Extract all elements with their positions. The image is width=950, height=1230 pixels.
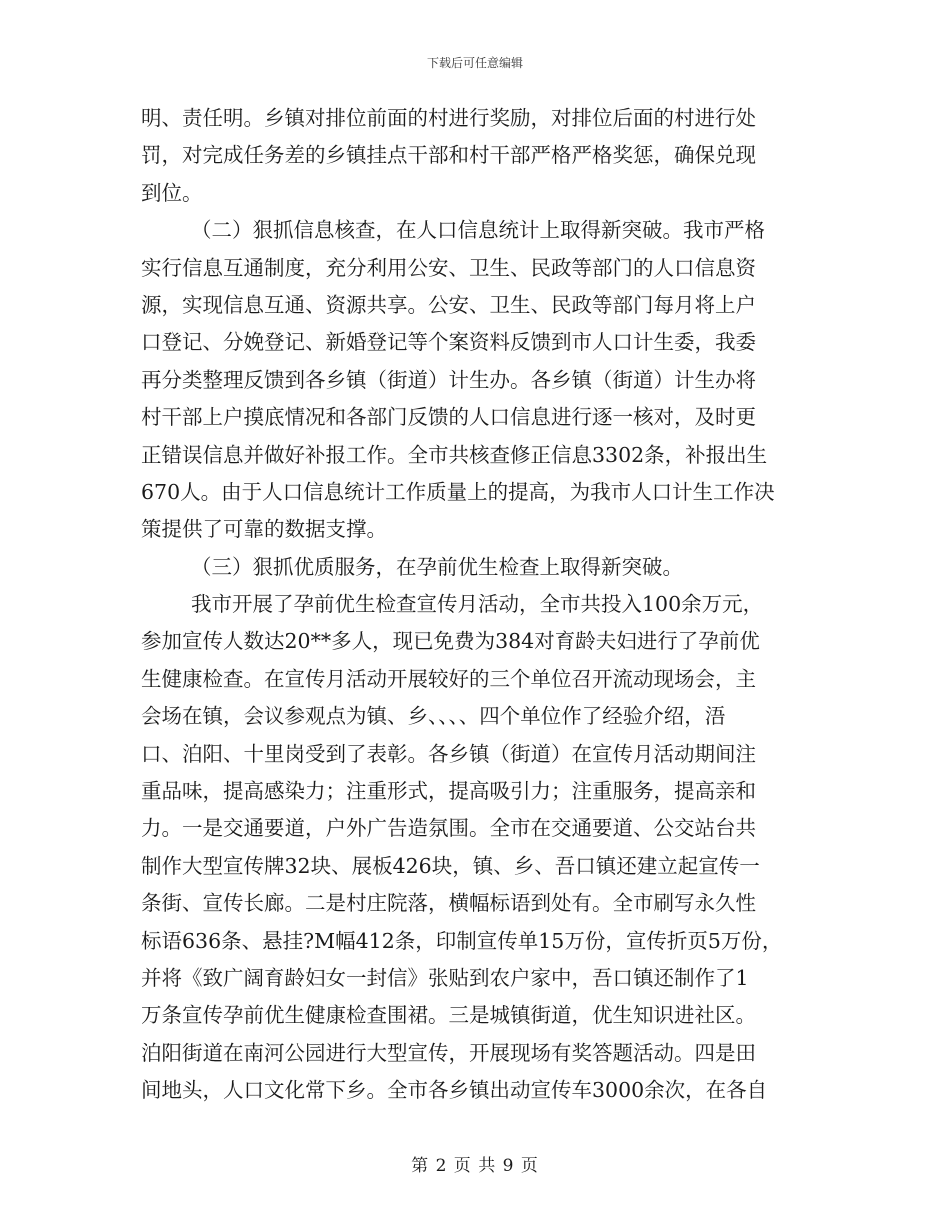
text-line: 670人。由于人口信息统计工作质量上的提高，为我市人口计生工作决: [141, 479, 775, 504]
text-line: 条街、宣传长廊。二是村庄院落，横幅标语到处有。全市刷写永久性: [141, 891, 756, 916]
text-line: 实行信息互通制度，充分利用公安、卫生、民政等部门的人口信息资: [141, 255, 756, 280]
header-note: 下载后可任意编辑: [426, 56, 523, 70]
text-line: 力。一是交通要道，户外广告造氛围。全市在交通要道、公交站台共: [141, 816, 756, 841]
section-heading-3: （三）狠抓优质服务，在孕前优生检查上取得新突破。: [191, 554, 683, 579]
text-line: 口登记、分娩登记、新婚登记等个案资料反馈到市人口计生委，我委: [141, 330, 756, 355]
text-line: 万条宣传孕前优生健康检查围裙。三是城镇街道，优生知识进社区。: [141, 1003, 756, 1028]
section-heading-2: （二）狠抓信息核查，在人口信息统计上取得新突破。我市严格: [191, 218, 765, 243]
text-line: 村干部上户摸底情况和各部门反馈的人口信息进行逐一核对，及时更: [141, 405, 756, 430]
text-line: 口、泊阳、十里岗受到了表彰。各乡镇（街道）在宣传月活动期间注: [141, 741, 756, 766]
page-number: 第 2 页 共 9 页: [411, 1156, 539, 1176]
text-line: 泊阳街道在南河公园进行大型宣传，开展现场有奖答题活动。四是田: [141, 1040, 756, 1065]
text-line: 策提供了可靠的数据支撑。: [141, 517, 387, 542]
text-line: 并将《致广阔育龄妇女一封信》张贴到农户家中，吾口镇还制作了1: [141, 965, 749, 990]
text-line: 制作大型宣传牌32块、展板426块，镇、乡、吾口镇还建立起宣传一: [141, 853, 760, 878]
text-line: 正错误信息并做好补报工作。全市共核查修正信息3302条，补报出生: [141, 442, 768, 467]
text-line: 罚，对完成任务差的乡镇挂点干部和村干部严格严格奖惩，确保兑现: [141, 143, 756, 168]
text-line: 标语636条、悬挂?M幅412条，印制宣传单15万份，宣传折页5万份，: [141, 928, 783, 953]
text-line: 再分类整理反馈到各乡镇（街道）计生办。各乡镇（街道）计生办将: [141, 367, 756, 392]
text-line: 明、责任明。乡镇对排位前面的村进行奖励，对排位后面的村进行处: [141, 106, 756, 130]
text-line: 重品味，提高感染力；注重形式，提高吸引力；注重服务，提高亲和: [141, 779, 756, 804]
text-line: 源，实现信息互通、资源共享。公安、卫生、民政等部门每月将上户: [141, 292, 756, 317]
text-line: 间地头，人口文化常下乡。全市各乡镇出动宣传车3000余次，在各自: [141, 1078, 768, 1103]
text-line: 生健康检查。在宣传月活动开展较好的三个单位召开流动现场会，主: [141, 666, 756, 691]
text-line: 到位。: [141, 180, 203, 205]
text-line: 参加宣传人数达20**多人，现已免费为384对育龄夫妇进行了孕前优: [141, 629, 760, 654]
document-body: [141, 100, 811, 1110]
paragraph-start: 我市开展了孕前优生检查宣传月活动，全市共投入100余万元，: [191, 592, 764, 617]
text-line: 会场在镇，会议参观点为镇、乡、、、、四个单位作了经验介绍，浯: [141, 704, 726, 729]
